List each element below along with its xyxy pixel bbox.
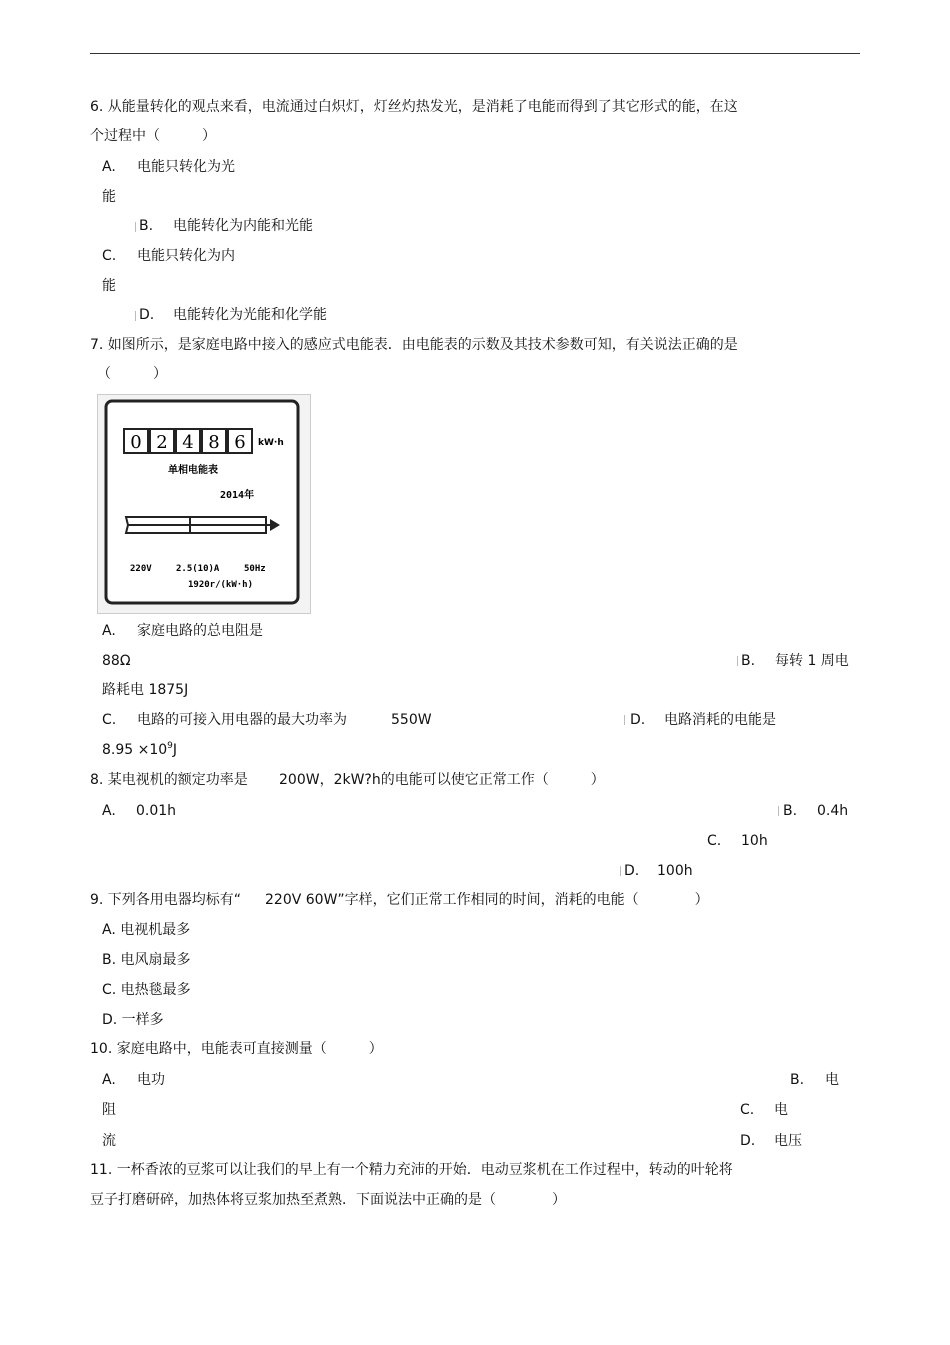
q8-option-c-text[interactable]: 10h	[741, 833, 768, 849]
q6-option-d-label[interactable]: D.	[139, 307, 155, 323]
q7-option-a-text[interactable]: 家庭电路的总电阻是	[137, 623, 263, 639]
q6-stem-line1: 6. 从能量转化的观点来看，电流通过白炽灯，灯丝灼热发光，是消耗了电能而得到了其它形式的能，在这	[90, 99, 738, 115]
text-cursor-mark	[135, 222, 136, 232]
q7-option-b-text[interactable]: 每转 1 周电	[775, 653, 849, 669]
q7-stem-line2: （ ）	[97, 366, 167, 382]
meter-digit-3: 4	[182, 432, 194, 453]
q6-option-d-text[interactable]: 电能转化为光能和化学能	[173, 307, 327, 323]
q8-option-d-label[interactable]: D.	[624, 863, 640, 879]
q8-stem-prefix: 8. 某电视机的额定功率是	[90, 772, 248, 788]
q7-option-d-value	[102, 741, 177, 761]
q6-option-c-text-cont: 能	[102, 278, 116, 294]
text-cursor-mark	[778, 806, 779, 816]
q9-option-b[interactable]: B. 电风扇最多	[102, 952, 191, 968]
q8-option-b-label[interactable]: B.	[783, 803, 798, 819]
q7-stem-line1: 7. 如图所示，是家庭电路中接入的感应式电能表．由电能表的示数及其技术参数可知，有关说法正确的是	[90, 337, 738, 353]
meter-revs: 1920r/(kW·h)	[188, 580, 254, 590]
q6-option-a-label[interactable]: A.	[102, 159, 116, 175]
energy-meter-figure	[97, 394, 311, 614]
meter-frequency: 50Hz	[244, 564, 266, 574]
q6-option-a-text[interactable]: 电能只转化为光	[137, 159, 235, 175]
q6-option-b-text[interactable]: 电能转化为内能和光能	[173, 218, 313, 234]
q10-option-c-label[interactable]: C.	[740, 1102, 755, 1118]
q10-option-b-text-cont: 阻	[102, 1102, 116, 1118]
q10-option-b-text[interactable]: 电	[825, 1072, 839, 1088]
q6-option-b-label[interactable]: B.	[139, 218, 154, 234]
meter-unit: kW·h	[258, 438, 284, 448]
q7-option-c-value: 550W	[391, 712, 432, 728]
q11-stem-line2: 豆子打磨研碎，加热体将豆浆加热至煮熟．下面说法中正确的是（ ）	[90, 1192, 566, 1208]
q10-option-d-text[interactable]: 电压	[774, 1133, 802, 1149]
d-value-unit: J	[172, 742, 178, 758]
header-rule	[90, 53, 860, 54]
q8-option-c-label[interactable]: C.	[707, 833, 722, 849]
q7-option-d-text[interactable]: 电路消耗的电能是	[664, 712, 776, 728]
q7-option-b-label[interactable]: B.	[741, 653, 756, 669]
text-cursor-mark	[620, 866, 621, 876]
q10-option-c-text[interactable]: 电	[774, 1102, 788, 1118]
d-value-exponent: 9	[167, 741, 173, 751]
text-cursor-mark	[737, 656, 738, 666]
q9-option-a[interactable]: A. 电视机最多	[102, 922, 191, 938]
q8-option-b-text[interactable]: 0.4h	[817, 803, 849, 819]
q10-option-a-label[interactable]: A.	[102, 1072, 116, 1088]
meter-digit-2: 2	[156, 432, 168, 453]
q7-option-a-label[interactable]: A.	[102, 623, 116, 639]
q10-option-c-text-cont: 流	[102, 1133, 116, 1149]
q6-stem-line2: 个过程中（ ）	[90, 128, 216, 144]
meter-digit-5: 6	[234, 432, 246, 453]
q9-option-d[interactable]: D. 一样多	[102, 1012, 164, 1028]
q9-option-c[interactable]: C. 电热毯最多	[102, 982, 191, 998]
q6-option-a-text-cont: 能	[102, 189, 116, 205]
q7-option-c-text[interactable]: 电路的可接入用电器的最大功率为	[137, 712, 347, 728]
text-cursor-mark	[624, 715, 625, 725]
q9-stem-rest: 220V 60W”字样，它们正常工作相同的时间，消耗的电能（ ）	[265, 892, 709, 908]
meter-current: 2.5(10)A	[176, 564, 220, 574]
q8-stem-rest: 200W，2kW?h的电能可以使它正常工作（ ）	[279, 772, 605, 788]
text-cursor-mark	[135, 311, 136, 321]
q7-option-c-label[interactable]: C.	[102, 712, 117, 728]
d-value-base: 8.95 ×10	[102, 742, 168, 758]
q7-option-a-value: 88Ω	[102, 653, 131, 669]
q8-option-a-text[interactable]: 0.01h	[136, 803, 177, 819]
q11-stem-line1: 11. 一杯香浓的豆浆可以让我们的早上有一个精力充沛的开始．电动豆浆机在工作过程中，转动的叶轮将	[90, 1162, 733, 1178]
meter-year: 2014年	[220, 490, 255, 501]
meter-digit-1: 0	[130, 432, 142, 453]
q8-option-a-label[interactable]: A.	[102, 803, 116, 819]
q6-option-c-label[interactable]: C.	[102, 248, 117, 264]
q10-option-d-label[interactable]: D.	[740, 1133, 756, 1149]
q10-option-b-label[interactable]: B.	[790, 1072, 805, 1088]
q9-stem-prefix: 9. 下列各用电器均标有“	[90, 892, 242, 908]
q7-option-b-text-cont: 路耗电 1875J	[102, 682, 189, 698]
q6-option-c-text[interactable]: 电能只转化为内	[137, 248, 235, 264]
q10-option-a-text[interactable]: 电功	[137, 1072, 165, 1088]
q8-option-d-text[interactable]: 100h	[657, 863, 693, 879]
meter-voltage: 220V	[130, 564, 152, 574]
meter-digit-4: 8	[208, 432, 220, 453]
q10-stem: 10. 家庭电路中，电能表可直接测量（ ）	[90, 1041, 383, 1057]
meter-name: 单相电能表	[168, 465, 218, 476]
q7-option-d-label[interactable]: D.	[630, 712, 646, 728]
